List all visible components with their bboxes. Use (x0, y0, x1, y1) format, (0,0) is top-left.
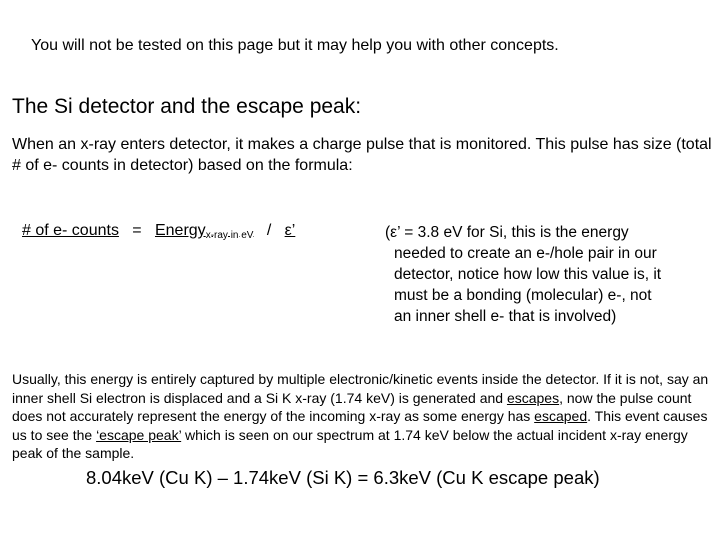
formula-divide: / (266, 222, 272, 239)
explanation-line-1: (ε’ = 3.8 eV for Si, this is the energy (385, 224, 629, 241)
notice-text: You will not be tested on this page but it may help you with other concepts. (31, 37, 559, 54)
explanation-line-3: detector, notice how low this value is, it (394, 266, 662, 283)
explanation-line-5: an inner shell e- that is involved) (394, 308, 617, 325)
explanation-line-2: needed to create an e-/hole pair in our (394, 245, 657, 262)
paragraph-escapes: escapes (506, 389, 560, 406)
formula-equals: = (132, 222, 142, 239)
paragraph-part-3: . This event causes us to see the (12, 408, 708, 443)
formula-energy (155, 222, 254, 239)
escape-paragraph (12, 370, 712, 463)
formula-epsilon: ε’ (284, 222, 296, 239)
result-equation: 8.04keV (Cu K) – 1.74keV (Si K) = 6.3keV (Cu K escape peak) (86, 467, 600, 488)
formula-energy-subscript: x-ray in eV (205, 230, 254, 241)
paragraph-part-2: , now the pulse count does not accurately represent the energy of the incoming x-ray as some energy has (12, 389, 692, 424)
formula-lhs: # of e- counts (22, 222, 119, 239)
explanation-line-4: must be a bonding (molecular) e-, not (394, 287, 652, 304)
formula-energy-word: Energy (154, 222, 206, 239)
slide-title: The Si detector and the escape peak: (12, 95, 362, 118)
paragraph-escape-peak: ‘escape peak’ (96, 426, 182, 443)
formula (22, 222, 295, 241)
paragraph-escaped: escaped (534, 408, 588, 424)
paragraph-part-4: which is seen on our spectrum at 1.74 keV below the actual incident x-ray energy peak of the sample. (12, 426, 688, 461)
intro-text: When an x-ray enters detector, it makes a charge pulse that is monitored. This pulse has size (total # of e- counts in detector) based on the formula: (12, 136, 712, 174)
paragraph-part-1: Usually, this energy is entirely captured by multiple electronic/kinetic events inside the detector. If it is not, say an inner shell Si electron is displaced and a Si K x-ray (1.74 keV) is generated and (12, 371, 709, 406)
epsilon-explanation (385, 222, 715, 327)
